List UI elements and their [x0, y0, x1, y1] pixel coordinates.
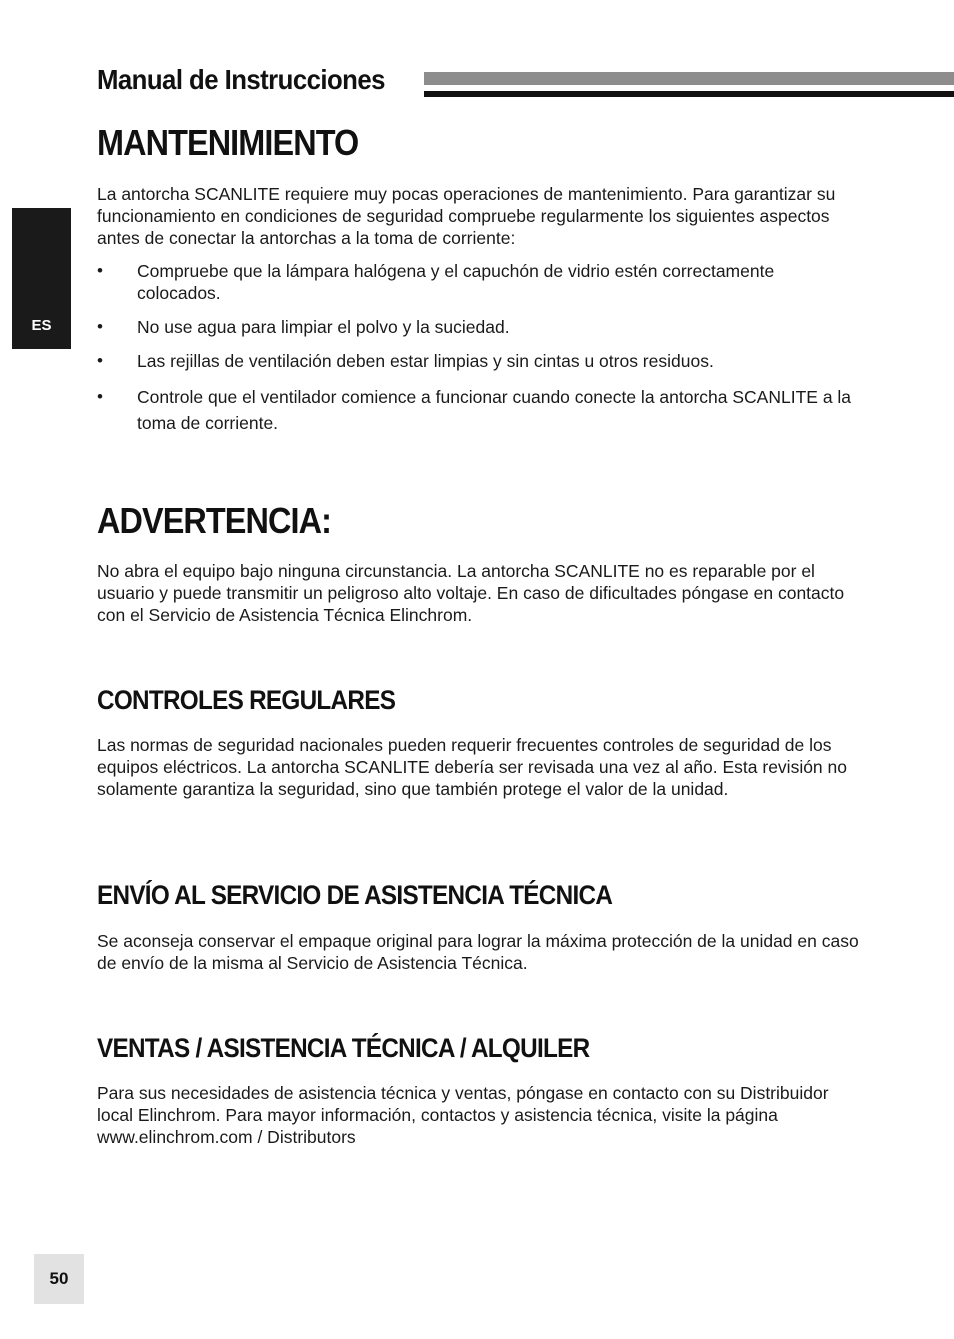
list-item: • No use agua para limpiar el polvo y la suciedad. [97, 316, 857, 338]
paragraph-advertencia: No abra el equipo bajo ninguna circunstancia. La antorcha SCANLITE no es reparable por el usuario y puede transmitir un peligroso alto voltaje. En caso de dificultades póngase en contacto con el Servicio de Asistencia Técnica Elinchrom. [97, 561, 845, 625]
section-title-ventas: VENTAS / ASISTENCIA TÉCNICA / ALQUILER [97, 1033, 590, 1063]
list-item: • Las rejillas de ventilación deben estar limpias y sin cintas u otros residuos. [97, 350, 857, 372]
section-title-advertencia: ADVERTENCIA: [97, 500, 332, 541]
paragraph-ventas: Para sus necesidades de asistencia técnica y ventas, póngase en contacto con su Distribuidor local Elinchrom. Para mayor información, contactos y asistencia técnica, visite la página www.elinchrom.com / Distributors [97, 1083, 829, 1147]
section-title-envio: ENVÍO AL SERVICIO DE ASISTENCIA TÉCNICA [97, 880, 613, 910]
header-rule-black [424, 91, 954, 97]
page-number: 50 [49, 1269, 69, 1288]
page-number-box [34, 1254, 84, 1304]
language-label: ES [31, 317, 52, 334]
list-item: • Compruebe que la lámpara halógena y el capuchón de vidrio estén correctamente colocados. [97, 260, 857, 304]
paragraph-envio: Se aconseja conservar el empaque original para lograr la máxima protección de la unidad en caso de envío de la misma al Servicio de Asistencia Técnica. [97, 931, 859, 973]
section-title-mantenimiento: MANTENIMIENTO [97, 122, 359, 163]
list-item: • Controle que el ventilador comience a funcionar cuando conecte la antorcha SCANLITE a la toma de corriente. [97, 384, 857, 436]
paragraph-mantenimiento-intro: La antorcha SCANLITE requiere muy pocas operaciones de mantenimiento. Para garantizar su funcionamiento en condiciones de seguridad compruebe regularmente los siguientes aspectos antes de conectar la antorchas a la toma de corriente: [97, 184, 836, 248]
section-title-controles: CONTROLES REGULARES [97, 685, 396, 715]
manual-title: Manual de Instrucciones [97, 64, 385, 95]
paragraph-controles: Las normas de seguridad nacionales pueden requerir frecuentes controles de seguridad de los equipos eléctricos. La antorcha SCANLITE debería ser revisada una vez al año. Esta revisión no solamente garantiza la seguridad, sino que también protege el valor de la unidad. [97, 735, 847, 799]
header-rule-gray [424, 72, 954, 85]
maintenance-checklist [97, 260, 857, 448]
language-tab [12, 208, 71, 349]
